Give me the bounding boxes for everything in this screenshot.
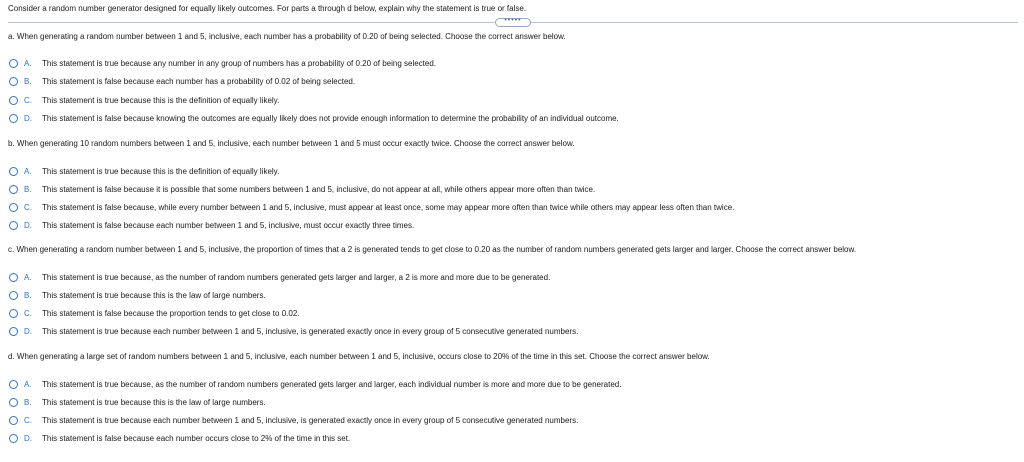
option-text: This statement is true because each number between 1 and 5, inclusive, is generated exactly once in every group of 5 consecutive generated numbers. (42, 416, 579, 425)
option-c-B[interactable] (9, 290, 266, 301)
radio-button[interactable] (9, 434, 18, 443)
instructions-text: Consider a random number generator designed for equally likely outcomes. For parts a through d below, explain why the statement is true or false. (8, 4, 527, 13)
option-text: This statement is true because this is the law of large numbers. (42, 398, 266, 407)
question-a (8, 31, 1018, 123)
option-text: This statement is false because knowing the outcomes are equally likely does not provide enough information to determine the probability of an individual outcome. (42, 114, 619, 123)
radio-button[interactable] (9, 59, 18, 68)
option-text: This statement is true because this is the definition of equally likely. (42, 167, 280, 176)
radio-button[interactable] (9, 221, 18, 230)
option-letter: D. (24, 434, 32, 443)
option-letter: A. (24, 273, 32, 282)
option-text: This statement is false because the proportion tends to get close to 0.02. (42, 309, 300, 318)
option-letter: C. (24, 96, 32, 105)
option-letter: C. (24, 416, 32, 425)
option-text: This statement is false because it is possible that some numbers between 1 and 5, inclusive, do not appear at all, while others appear more often than twice. (42, 185, 596, 194)
option-text: This statement is false because each number between 1 and 5, inclusive, must occur exactly three times. (42, 221, 415, 230)
option-a-A[interactable] (9, 58, 436, 69)
radio-button[interactable] (9, 114, 18, 123)
radio-button[interactable] (9, 416, 18, 425)
radio-button[interactable] (9, 398, 18, 407)
option-letter: C. (24, 203, 32, 212)
option-a-D[interactable] (9, 113, 619, 124)
radio-button[interactable] (9, 327, 18, 336)
option-a-C[interactable] (9, 95, 279, 106)
option-letter: B. (24, 291, 32, 300)
option-letter: D. (24, 114, 32, 123)
radio-button[interactable] (9, 309, 18, 318)
radio-button[interactable] (9, 273, 18, 282)
option-text: This statement is false because, while every number between 1 and 5, inclusive, must appear at least once, some may appear more often than twice while others may appear less often than twice. (42, 203, 735, 212)
radio-button[interactable] (9, 380, 18, 389)
option-letter: C. (24, 309, 32, 318)
radio-button[interactable] (9, 96, 18, 105)
option-letter: D. (24, 327, 32, 336)
option-text: This statement is true because any number in any group of numbers has a probability of 0.20 of being selected. (42, 59, 437, 68)
option-text: This statement is false because each number has a probability of 0.02 of being selected. (42, 77, 356, 86)
question-prompt: b. When generating 10 random numbers between 1 and 5, inclusive, each number between 1 and 5 must occur exactly twice. Choose the correct answer below. (8, 139, 575, 148)
option-c-D[interactable] (9, 326, 578, 337)
radio-button[interactable] (9, 167, 18, 176)
option-b-B[interactable] (9, 184, 595, 195)
option-b-C[interactable] (9, 202, 734, 213)
expand-toggle-button[interactable]: ••••• (495, 18, 531, 27)
radio-button[interactable] (9, 203, 18, 212)
option-letter: B. (24, 398, 32, 407)
question-prompt: d. When generating a large set of random numbers between 1 and 5, inclusive, each number between 1 and 5, inclusive, occurs close to 20% of the time in this set. Choose the correct answer below. (8, 352, 710, 361)
option-letter: B. (24, 185, 32, 194)
question-b (8, 138, 1018, 230)
option-letter: D. (24, 221, 32, 230)
option-c-A[interactable] (9, 272, 550, 283)
radio-button[interactable] (9, 77, 18, 86)
option-letter: A. (24, 59, 32, 68)
option-c-C[interactable] (9, 308, 299, 319)
option-letter: A. (24, 167, 32, 176)
option-text: This statement is true because this is the definition of equally likely. (42, 96, 280, 105)
option-b-A[interactable] (9, 166, 279, 177)
option-d-A[interactable] (9, 379, 621, 390)
option-d-D[interactable] (9, 433, 350, 444)
option-letter: A. (24, 380, 32, 389)
option-text: This statement is false because each number occurs close to 2% of the time in this set. (42, 434, 351, 443)
option-a-B[interactable] (9, 76, 355, 87)
option-text: This statement is true because each number between 1 and 5, inclusive, is generated exactly once in every group of 5 consecutive generated numbers. (42, 327, 579, 336)
option-text: This statement is true because, as the number of random numbers generated gets larger and larger, a 2 is more and more due to be generated. (42, 273, 551, 282)
question-prompt: a. When generating a random number between 1 and 5, inclusive, each number has a probability of 0.20 of being selected. Choose the correct answer below. (8, 32, 566, 41)
question-prompt: c. When generating a random number between 1 and 5, inclusive, the proportion of times that a 2 is generated tends to get close to 0.20 as the number of random numbers generated gets larger and larger. Choose the correct answer below. (8, 245, 857, 254)
radio-button[interactable] (9, 185, 18, 194)
question-d (8, 351, 1018, 443)
option-d-C[interactable] (9, 415, 578, 426)
question-c (8, 244, 1018, 336)
radio-button[interactable] (9, 291, 18, 300)
option-b-D[interactable] (9, 220, 414, 231)
option-text: This statement is true because, as the number of random numbers generated gets larger and larger, each individual number is more and more due to be generated. (42, 380, 622, 389)
option-text: This statement is true because this is the law of large numbers. (42, 291, 266, 300)
option-d-B[interactable] (9, 397, 266, 408)
option-letter: B. (24, 77, 32, 86)
